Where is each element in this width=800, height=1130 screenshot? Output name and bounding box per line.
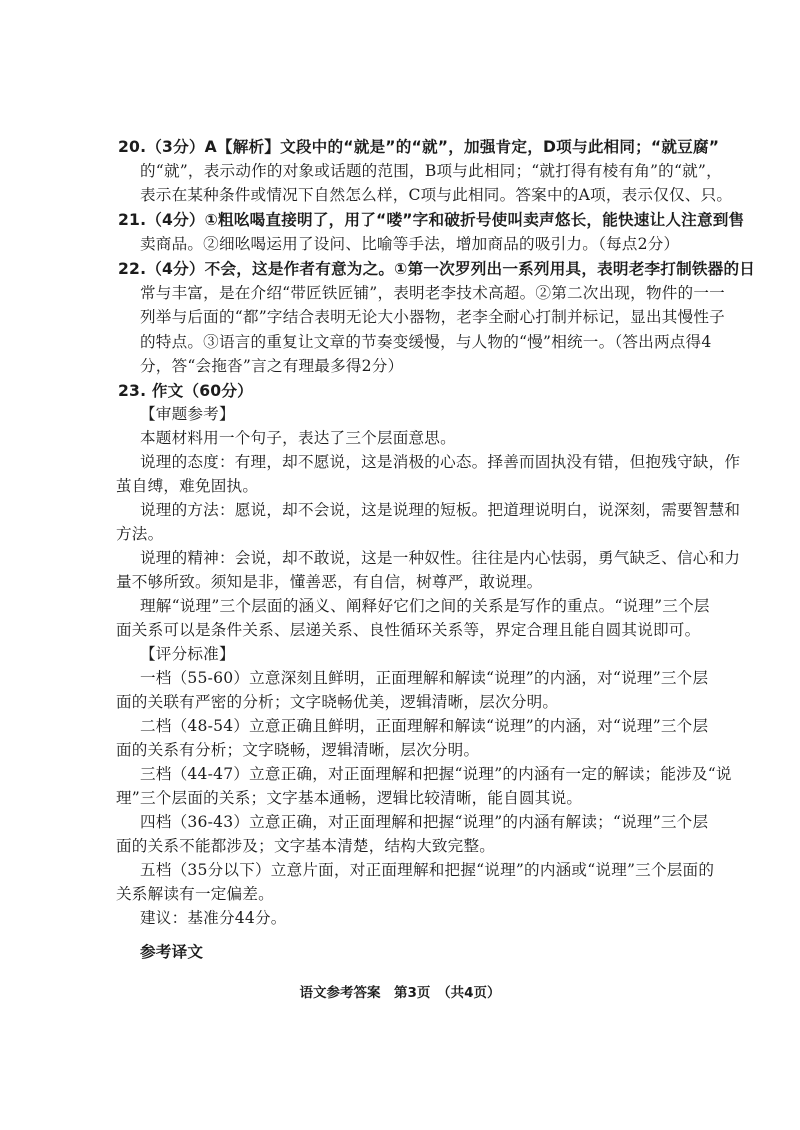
- criteria-heading: 【评分标准】: [140, 645, 235, 663]
- grade-3-line-2: 理”三个层面的关系；文字基本通畅，逻辑比较清晰，能自圆其说。: [116, 789, 583, 807]
- reference-translation-heading: 参考译文: [140, 943, 204, 961]
- grade-5-line-1: 五档（35分以下）立意片面，对正面理解和把握“说理”的内涵或“说理”三个层面的: [140, 861, 715, 879]
- grade-2-line-2: 面的关系有分析；文字晓畅，逻辑清晰，层次分明。: [116, 741, 480, 759]
- grade-1-line-2: 面的关联有严密的分析；文字晓畅优美，逻辑清晰，层次分明。: [116, 693, 559, 711]
- q23-title: 23. 作文（60分）: [118, 382, 253, 400]
- grade-3-line-1: 三档（44-47）立意正确，对正面理解和把握“说理”的内涵有一定的解读；能涉及“说: [140, 765, 732, 783]
- review-intro: 本题材料用一个句子，表达了三个层面意思。: [140, 429, 456, 447]
- q22-line-1: 22.（4分）不会，这是作者有意为之。①第一次罗列出一系列用具，表明老李打制铁器的日: [118, 260, 756, 278]
- q22-line-5: 分，答“会拖沓”言之有理最多得2分）: [140, 357, 404, 375]
- q22-line-4: 的特点。③语言的重复让文章的节奏变缓慢，与人物的“慢”相统一。（答出两点得4: [140, 333, 712, 351]
- grade-4-line-2: 面的关系不能都涉及；文字基本清楚，结构大致完整。: [116, 837, 496, 855]
- q22-line-3: 列举与后面的“都”字结合表明无论大小器物，老李全耐心打制并标记，显出其慢性子: [140, 308, 725, 326]
- q20-line-3: 表示在某种条件或情况下自然怎么样，C项与此相同。答案中的A项，表示仅仅、只。: [140, 186, 733, 204]
- understand-line-1: 理解“说理”三个层面的涵义、阐释好它们之间的关系是写作的重点。“说理”三个层: [140, 597, 710, 615]
- q21-line-1: 21.（4分）①粗吆喝直接明了，用了“喽”字和破折号使叫卖声悠长，能快速让人注意到售: [118, 211, 745, 229]
- grade-1-line-1: 一档（55-60）立意深刻且鲜明，正面理解和解读“说理”的内涵，对“说理”三个层: [140, 669, 709, 687]
- attitude-line-2: 茧自缚，难免固执。: [116, 477, 259, 495]
- q21-line-2: 卖商品。②细吆喝运用了设问、比喻等手法，增加商品的吸引力。（每点2分）: [140, 235, 680, 253]
- q20-line-2: 的“就”，表示动作的对象或话题的范围，B项与此相同；“就打得有棱有角”的“就”，: [140, 162, 722, 180]
- q22-line-2: 常与丰富，是在介绍“带匠铁匠铺”，表明老李技术高超。②第二次出现，物件的一一: [140, 284, 725, 302]
- grade-2-line-1: 二档（48-54）立意正确且鲜明，正面理解和解读“说理”的内涵，对“说理”三个层: [140, 717, 709, 735]
- grade-4-line-1: 四档（36-43）立意正确，对正面理解和把握“说理”的内涵有解读；“说理”三个层: [140, 813, 709, 831]
- review-heading: 【审题参考】: [140, 405, 235, 423]
- spirit-line-2: 量不够所致。须知是非，懂善恶，有自信，树尊严，敢说理。: [116, 573, 543, 591]
- suggestion: 建议：基准分44分。: [140, 909, 287, 927]
- grade-5-line-2: 关系解读有一定偏差。: [116, 885, 274, 903]
- attitude-line-1: 说理的态度：有理，却不愿说，这是消极的心态。择善而固执没有错，但抱残守缺，作: [140, 453, 741, 471]
- understand-line-2: 面关系可以是条件关系、层递关系、良性循环关系等，界定合理且能自圆其说即可。: [116, 621, 701, 639]
- method-line-2: 方法。: [116, 525, 164, 543]
- method-line-1: 说理的方法：愿说，却不会说，这是说理的短板。把道理说明白，说深刻，需要智慧和: [140, 501, 741, 519]
- spirit-line-1: 说理的精神：会说，却不敢说，这是一种奴性。往往是内心怯弱，勇气缺乏、信心和力: [140, 549, 741, 567]
- page-footer: 语文参考答案 第3页 （共4页）: [299, 985, 501, 1001]
- q20-line-1: 20.（3分）A【解析】文段中的“就是”的“就”，加强肯定，D项与此相同；“就豆腐”: [118, 138, 720, 156]
